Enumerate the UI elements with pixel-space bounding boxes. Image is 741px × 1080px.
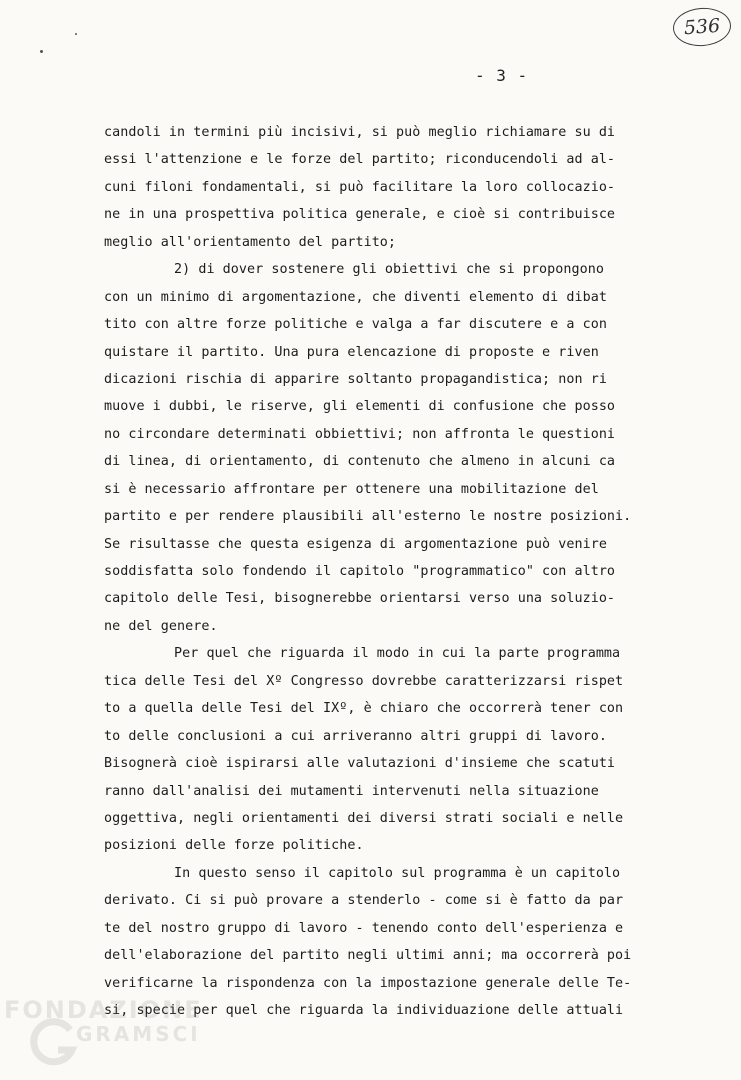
gramsci-logo-icon — [30, 1016, 78, 1068]
text-line: muove i dubbi, le riserve, gli elementi di confusione che posso — [104, 399, 616, 415]
text-line: cuni filoni fondamentali, si può facilitare la loro collocazio- — [104, 179, 616, 195]
text-line: si, specie per quel che riguarda la individuazione delle attuali — [104, 1003, 624, 1018]
text-line: si è necessario affrontare per ottenere una mobilitazione del — [104, 481, 599, 497]
paper-speck — [40, 50, 43, 53]
archive-number-stamp: 536 — [672, 6, 733, 48]
text-line: di linea, di orientamento, di contenuto che almeno in alcuni ca — [104, 454, 616, 470]
text-line: In questo senso il capitolo sul programma è un capitolo — [174, 865, 621, 881]
text-line: dicazioni rischia di apparire soltanto propagandistica; non ri — [104, 371, 607, 387]
text-line: quistare il partito. Una pura elencazione di proposte e riven — [104, 344, 599, 360]
text-line: Se risultasse che questa esigenza di argomentazione può venire — [104, 536, 607, 552]
paper-speck — [75, 33, 77, 35]
text-line: meglio all'orientamento del partito; — [104, 234, 397, 250]
watermark-text: FONDAZIONE — [4, 996, 203, 1024]
text-line: ne in una prospettiva politica generale, e cioè si contribuisce — [104, 207, 616, 223]
text-line: dell'elaborazione del partito negli ultimi anni; ma occorrerà poi — [104, 948, 632, 964]
text-line: to a quella delle Tesi del IXº, è chiaro che occorrerà tener con — [104, 701, 624, 717]
text-line: essi l'attenzione e le forze del partito; riconducendoli ad al- — [104, 152, 616, 168]
text-line: ranno dall'analisi dei mutamenti intervenuti nella situazione — [104, 783, 599, 799]
text-line: capitolo delle Tesi, bisognerebbe orientarsi verso una soluzio- — [104, 591, 616, 607]
page-number: - 3 - — [475, 66, 529, 85]
text-line: candoli in termini più incisivi, si può meglio richiamare su di — [104, 125, 616, 140]
text-line: no circondare determinati obbiettivi; non affronta le questioni — [104, 426, 616, 442]
watermark-text: GRAMSCI — [76, 1022, 201, 1046]
text-line: verificarne la rispondenza con la impostazione generale delle Te- — [104, 975, 632, 991]
text-line: partito e per rendere plausibili all'esterno le nostre posizioni. — [104, 509, 632, 525]
text-line: Bisognerà cioè ispirarsi alle valutazioni d'insieme che scatuti — [104, 756, 616, 772]
text-line: tica delle Tesi del Xº Congresso dovrebbe caratterizzarsi rispet — [104, 673, 624, 689]
text-line: to delle conclusioni a cui arriveranno altri gruppi di lavoro. — [104, 728, 607, 744]
body-text — [104, 119, 684, 1024]
text-line: soddisfatta solo fondendo il capitolo "programmatico" con altro — [104, 564, 616, 579]
text-line: oggettiva, negli orientamenti dei diversi strati sociali e nelle — [104, 810, 624, 826]
text-line: con un minimo di argomentazione, che diventi elemento di dibat — [104, 289, 607, 305]
text-line: derivato. Ci si può provare a stenderlo - come si è fatto da par — [104, 893, 624, 909]
text-line: posizioni delle forze politiche. — [104, 838, 364, 854]
text-line: 2) di dover sostenere gli obiettivi che si propongono — [174, 262, 604, 278]
text-line: tito con altre forze politiche e valga a far discutere e a con — [104, 317, 607, 333]
text-line: Per quel che riguarda il modo in cui la parte programma — [174, 646, 621, 662]
text-line: ne del genere. — [104, 618, 218, 634]
text-line: te del nostro gruppo di lavoro - tenendo conto dell'esperienza e — [104, 920, 624, 936]
